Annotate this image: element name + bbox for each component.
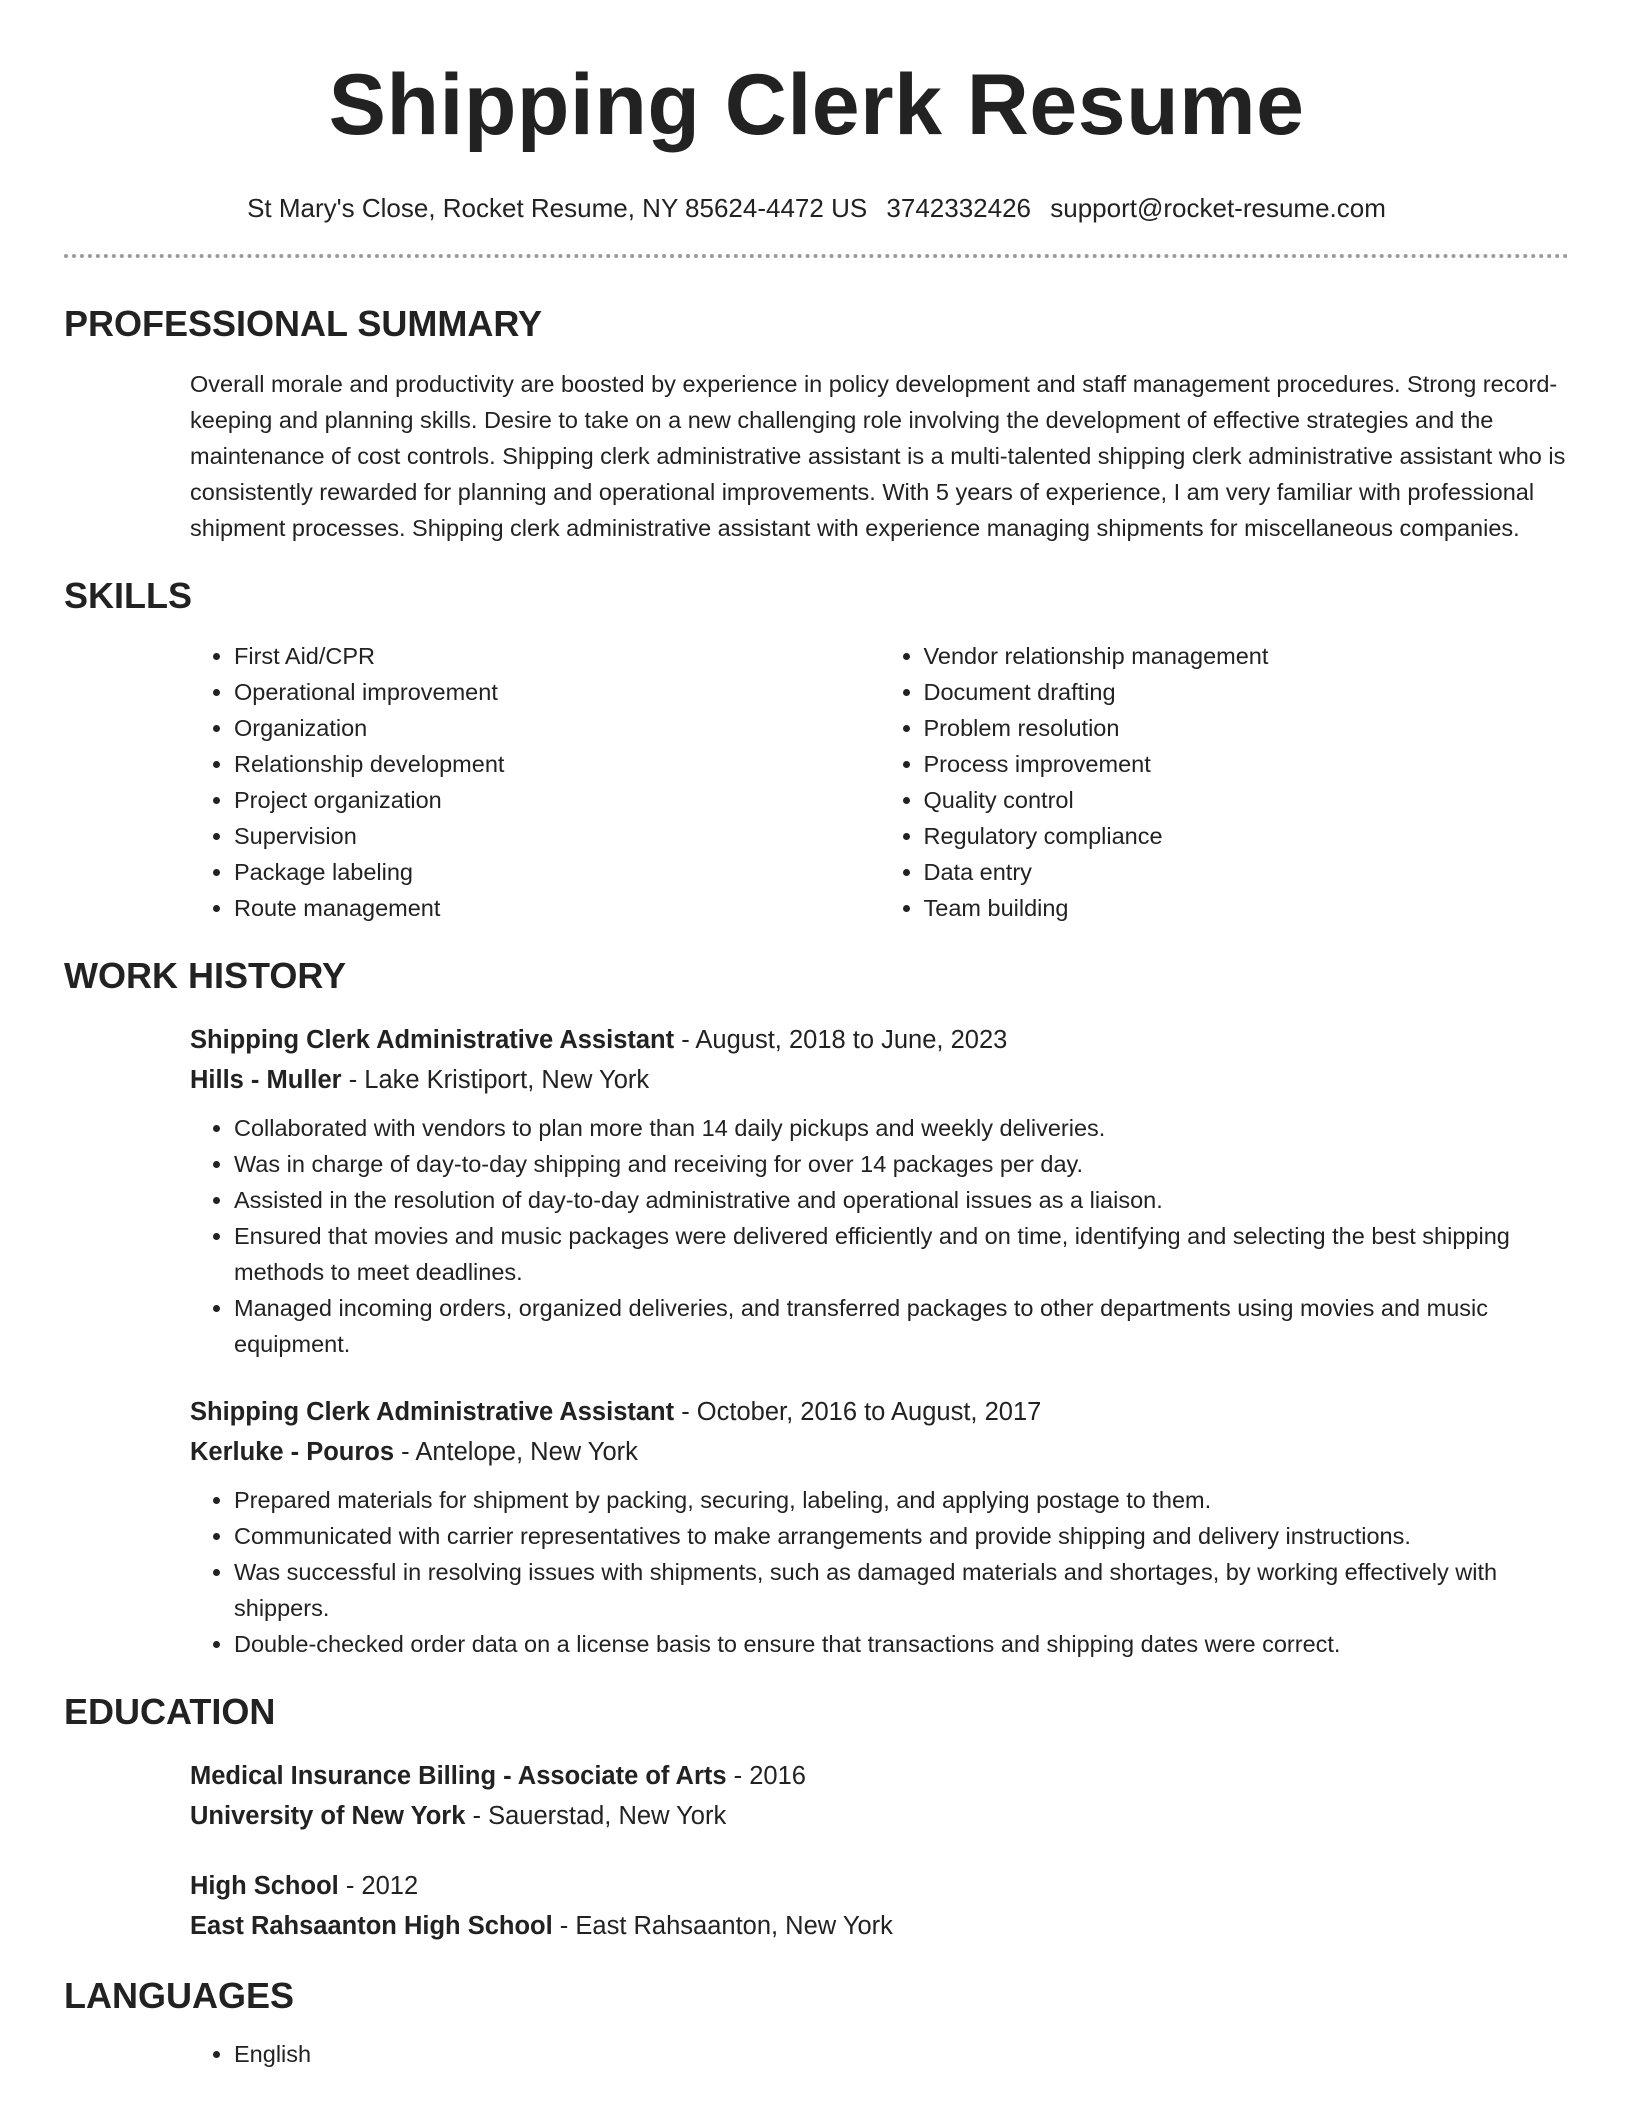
job-entry [190,1020,1569,1362]
skill-item: • Route management [234,890,880,926]
duty-item: • Was in charge of day-to-day shipping and receiving for over 14 packages per day. [234,1146,1569,1182]
summary-heading: PROFESSIONAL SUMMARY [64,303,543,344]
skill-item: • Problem resolution [924,710,1570,746]
education-entry [190,1866,1569,1946]
header-divider [64,254,1569,258]
job-role: Shipping Clerk Administrative Assistant [190,1398,675,1426]
degree-name: High School [190,1872,339,1900]
degree-name: Medical Insurance Billing - Associate of Arts [190,1762,727,1790]
job-title-line [190,1020,1569,1060]
duty-item: • Double-checked order data on a license basis to ensure that transactions and shipping dates were correct. [234,1626,1569,1662]
phone-text: 3742332426 [886,193,1032,223]
duty-item: • Assisted in the resolution of day-to-day administrative and operational issues as a liaison. [234,1182,1569,1218]
skills-heading: SKILLS [64,575,193,616]
skill-item: • Team building [924,890,1570,926]
job-company-line [190,1432,1569,1472]
languages-list [190,2036,1569,2072]
degree-line [190,1866,1569,1906]
skill-item: • Package labeling [234,854,880,890]
school-location: - Sauerstad, New York [465,1802,727,1830]
work-history-heading: WORK HISTORY [64,955,347,996]
summary-text: Overall morale and productivity are boosted by experience in policy development and staff management procedures. Strong record-keeping and planning skills. Desire to take on a new challenging role involving the development of effective strategies and the maintenance of cost controls. Shipping clerk administrative assistant is a multi-talented shipping clerk administrative assistant who is consistently rewarded for planning and operational improvements. With 5 years of experience, I am very familiar with professional shipment processes. Shipping clerk administrative assistant with experience managing shipments for miscellaneous companies. [190,371,1566,541]
skill-item: • Supervision [234,818,880,854]
job-duties [190,1482,1569,1662]
email-link[interactable]: support@rocket-resume.com [1050,193,1386,223]
skill-item: • Organization [234,710,880,746]
degree-year: - 2012 [338,1872,419,1900]
address-text: St Mary's Close, Rocket Resume, NY 85624-4472 US [247,193,868,223]
job-entry [190,1392,1569,1662]
duty-item: • Communicated with carrier representatives to make arrangements and provide shipping and delivery instructions. [234,1518,1569,1554]
skill-item: • Vendor relationship management [924,638,1570,674]
school-name: East Rahsaanton High School [190,1912,553,1940]
duty-item: • Prepared materials for shipment by packing, securing, labeling, and applying postage to them. [234,1482,1569,1518]
skills-column-left [190,638,880,926]
job-company: Kerluke - Pouros [190,1438,395,1466]
job-company: Hills - Muller [190,1066,342,1094]
resume-page [64,0,1569,2072]
skills-list [190,638,1569,926]
job-company-line [190,1060,1569,1100]
education-entry [190,1756,1569,1836]
skills-column-right [880,638,1570,926]
school-line [190,1906,1569,1946]
skill-item: • First Aid/CPR [234,638,880,674]
school-line [190,1796,1569,1836]
language-item: • English [234,2036,1569,2072]
languages-items [190,2036,1569,2072]
skill-item: • Data entry [924,854,1570,890]
job-dates: - October, 2016 to August, 2017 [674,1398,1042,1426]
skill-item: • Quality control [924,782,1570,818]
duty-item: • Was successful in resolving issues with shipments, such as damaged materials and shortages, by working effectively with shippers. [234,1554,1569,1626]
contact-line [64,192,1569,224]
job-location: - Antelope, New York [394,1438,638,1466]
job-title-line [190,1392,1569,1432]
duty-item: • Managed incoming orders, organized deliveries, and transferred packages to other departments using movies and music equipment. [234,1290,1569,1362]
skill-item: • Regulatory compliance [924,818,1570,854]
skill-item: • Document drafting [924,674,1570,710]
school-name: University of New York [190,1802,466,1830]
job-role: Shipping Clerk Administrative Assistant [190,1026,675,1054]
job-duties [190,1110,1569,1362]
resume-title: Shipping Clerk Resume [328,57,1305,153]
languages-heading: LANGUAGES [64,1975,295,2016]
degree-year: - 2016 [726,1762,806,1790]
skill-item: • Relationship development [234,746,880,782]
degree-line [190,1756,1569,1796]
duty-item: • Ensured that movies and music packages were delivered efficiently and on time, identifying and selecting the best shipping methods to meet deadlines. [234,1218,1569,1290]
job-location: - Lake Kristiport, New York [341,1066,650,1094]
education-heading: EDUCATION [64,1691,276,1732]
job-dates: - August, 2018 to June, 2023 [674,1026,1008,1054]
duty-item: • Collaborated with vendors to plan more than 14 daily pickups and weekly deliveries. [234,1110,1569,1146]
skill-item: • Project organization [234,782,880,818]
skill-item: • Operational improvement [234,674,880,710]
skill-item: • Process improvement [924,746,1570,782]
school-location: - East Rahsaanton, New York [552,1912,893,1940]
